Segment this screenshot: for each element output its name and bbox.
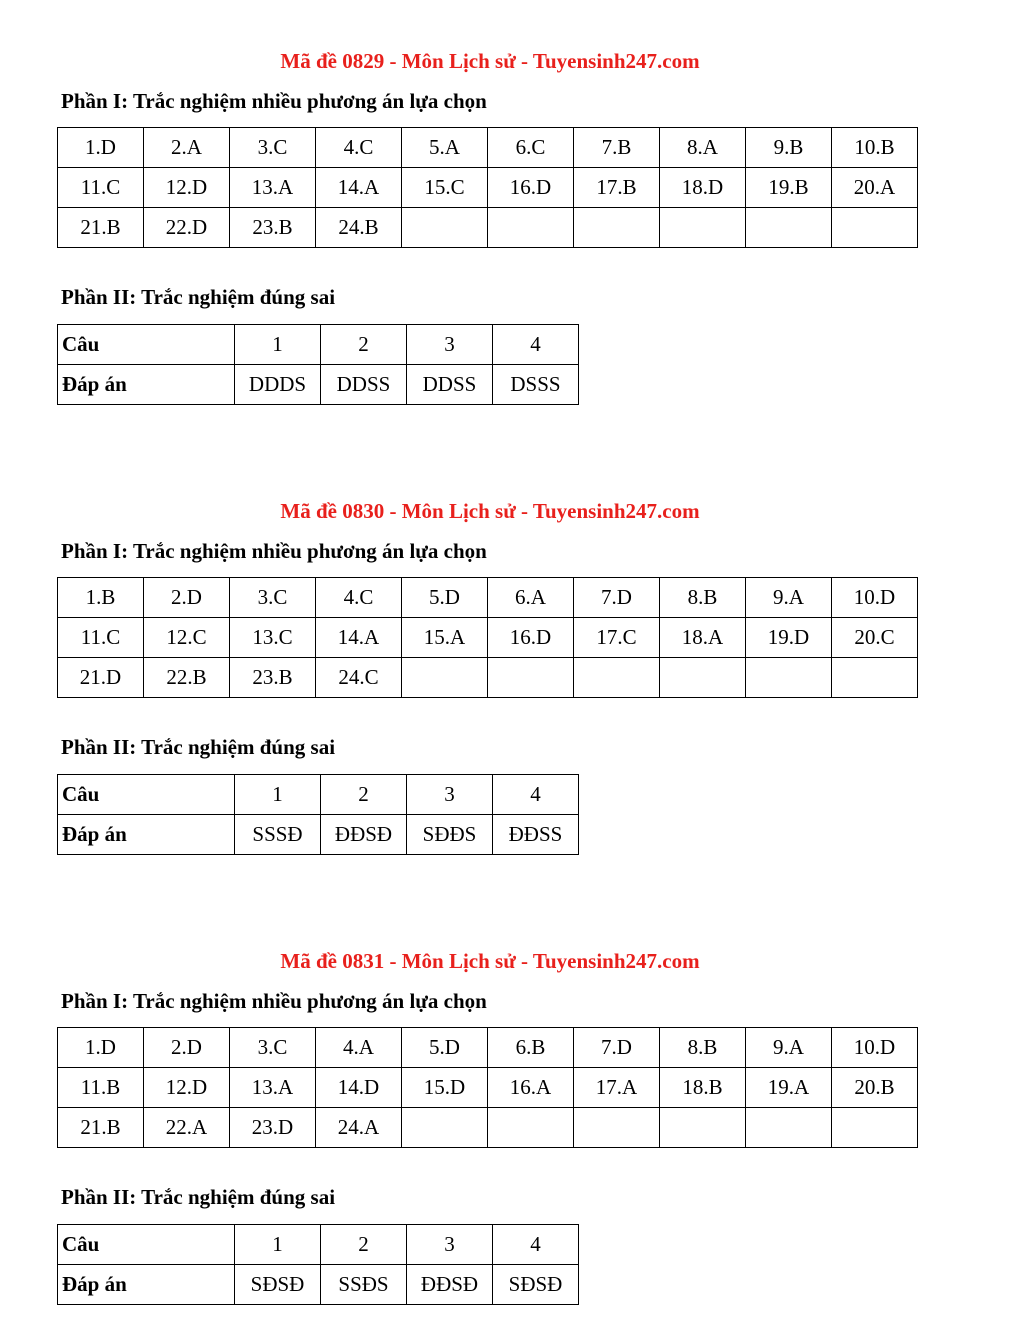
table-row (58, 325, 579, 365)
answer-cell: 1.B (58, 578, 144, 618)
table-row (58, 208, 918, 248)
answer-cell: 23.B (230, 208, 316, 248)
exam-title: Mã đề 0830 - Môn Lịch sử - Tuyensinh247.com (280, 499, 700, 523)
answer-cell: ĐĐSĐ (407, 1265, 493, 1305)
question-label: Câu (58, 325, 235, 365)
answer-cell: 24.B (316, 208, 402, 248)
answer-cell (746, 1108, 832, 1148)
answer-cell: 11.C (58, 618, 144, 658)
answer-cell (574, 208, 660, 248)
answer-cell: 22.B (144, 658, 230, 698)
answer-cell (402, 658, 488, 698)
answer-cell: 2.D (144, 578, 230, 618)
answer-cell: 17.A (574, 1068, 660, 1108)
question-number: 4 (493, 325, 579, 365)
answer-cell (488, 208, 574, 248)
answer-cell: 8.A (660, 128, 746, 168)
table-row (58, 128, 918, 168)
answer-cell: 19.B (746, 168, 832, 208)
answer-cell: 21.B (58, 1108, 144, 1148)
answer-cell: 8.B (660, 1028, 746, 1068)
answer-cell (660, 1108, 746, 1148)
answer-cell (488, 1108, 574, 1148)
answer-cell: 3.C (230, 1028, 316, 1068)
answer-cell: 18.A (660, 618, 746, 658)
answer-cell: 8.B (660, 578, 746, 618)
answer-cell: 12.C (144, 618, 230, 658)
answer-cell: 4.C (316, 578, 402, 618)
answer-cell: 4.A (316, 1028, 402, 1068)
answer-cell: 10.D (832, 1028, 918, 1068)
answer-cell (660, 208, 746, 248)
answer-cell: 13.A (230, 1068, 316, 1108)
answer-cell: 23.B (230, 658, 316, 698)
answer-cell: 21.D (58, 658, 144, 698)
answer-cell: 16.D (488, 618, 574, 658)
answer-cell: 20.C (832, 618, 918, 658)
table-row (58, 815, 579, 855)
part1-heading: Phần I: Trắc nghiệm nhiều phương án lựa chọn (61, 989, 487, 1013)
answer-cell: 3.C (230, 578, 316, 618)
answer-cell: SSSĐ (235, 815, 321, 855)
answer-cell: 4.C (316, 128, 402, 168)
answer-cell (574, 658, 660, 698)
answer-cell: 9.B (746, 128, 832, 168)
answer-cell: 15.C (402, 168, 488, 208)
answer-cell: DDDS (235, 365, 321, 405)
answer-cell: 24.C (316, 658, 402, 698)
question-number: 4 (493, 775, 579, 815)
answer-cell: 13.A (230, 168, 316, 208)
true-false-table (57, 1224, 579, 1305)
answer-cell: 7.D (574, 1028, 660, 1068)
answer-cell: DDSS (407, 365, 493, 405)
table-row (58, 1265, 579, 1305)
answer-cell: DSSS (493, 365, 579, 405)
table-row (58, 168, 918, 208)
answer-cell: 22.D (144, 208, 230, 248)
answer-cell (832, 1108, 918, 1148)
answer-cell: 13.C (230, 618, 316, 658)
question-number: 3 (407, 1225, 493, 1265)
question-number: 1 (235, 775, 321, 815)
multiple-choice-table (57, 1027, 918, 1148)
multiple-choice-table (57, 577, 918, 698)
answer-cell: 9.A (746, 1028, 832, 1068)
question-number: 2 (321, 325, 407, 365)
table-row (58, 1108, 918, 1148)
part2-heading: Phần II: Trắc nghiệm đúng sai (61, 1185, 336, 1209)
answer-cell: 14.A (316, 168, 402, 208)
answer-cell: DDSS (321, 365, 407, 405)
table-row (58, 1068, 918, 1108)
question-label: Câu (58, 1225, 235, 1265)
answer-cell: 16.D (488, 168, 574, 208)
exam-title: Mã đề 0829 - Môn Lịch sử - Tuyensinh247.com (280, 49, 700, 73)
answer-cell: 3.C (230, 128, 316, 168)
answer-cell: 18.D (660, 168, 746, 208)
answer-cell: 10.D (832, 578, 918, 618)
question-label: Câu (58, 775, 235, 815)
part1-heading: Phần I: Trắc nghiệm nhiều phương án lựa chọn (61, 89, 487, 113)
answer-cell: 5.A (402, 128, 488, 168)
answer-cell: 11.B (58, 1068, 144, 1108)
answer-cell: 14.A (316, 618, 402, 658)
answer-cell (832, 658, 918, 698)
question-number: 3 (407, 325, 493, 365)
answer-cell: SĐĐS (407, 815, 493, 855)
answer-cell: 1.D (58, 128, 144, 168)
table-row (58, 578, 918, 618)
answer-cell (574, 1108, 660, 1148)
part2-heading: Phần II: Trắc nghiệm đúng sai (61, 285, 336, 309)
table-row (58, 658, 918, 698)
answer-cell: 5.D (402, 1028, 488, 1068)
answer-cell: 24.A (316, 1108, 402, 1148)
table-row (58, 618, 918, 658)
answer-cell: 14.D (316, 1068, 402, 1108)
question-number: 1 (235, 325, 321, 365)
part2-heading: Phần II: Trắc nghiệm đúng sai (61, 735, 336, 759)
answer-cell: 6.B (488, 1028, 574, 1068)
true-false-table (57, 774, 579, 855)
answer-cell (746, 658, 832, 698)
answer-cell (402, 208, 488, 248)
answer-cell: 6.A (488, 578, 574, 618)
answer-cell: 21.B (58, 208, 144, 248)
table-row (58, 1028, 918, 1068)
answer-cell: 10.B (832, 128, 918, 168)
answer-cell: ĐĐSĐ (321, 815, 407, 855)
answer-cell: 15.D (402, 1068, 488, 1108)
table-row (58, 365, 579, 405)
question-number: 2 (321, 1225, 407, 1265)
question-number: 2 (321, 775, 407, 815)
answer-cell: 2.A (144, 128, 230, 168)
answer-cell: 18.B (660, 1068, 746, 1108)
answer-cell: 16.A (488, 1068, 574, 1108)
answer-cell: 19.D (746, 618, 832, 658)
true-false-table (57, 324, 579, 405)
answer-cell: 15.A (402, 618, 488, 658)
answer-cell (832, 208, 918, 248)
answer-cell: 23.D (230, 1108, 316, 1148)
answer-label: Đáp án (58, 1265, 235, 1305)
answer-cell (660, 658, 746, 698)
answer-cell: 9.A (746, 578, 832, 618)
answer-cell: 1.D (58, 1028, 144, 1068)
answer-label: Đáp án (58, 365, 235, 405)
question-number: 4 (493, 1225, 579, 1265)
answer-cell: SĐSĐ (493, 1265, 579, 1305)
answer-cell: SĐSĐ (235, 1265, 321, 1305)
answer-cell: 2.D (144, 1028, 230, 1068)
table-row (58, 1225, 579, 1265)
answer-cell: 20.B (832, 1068, 918, 1108)
question-number: 1 (235, 1225, 321, 1265)
answer-cell (402, 1108, 488, 1148)
answer-cell: 17.B (574, 168, 660, 208)
answer-cell: 17.C (574, 618, 660, 658)
answer-cell: 7.B (574, 128, 660, 168)
answer-cell (746, 208, 832, 248)
answer-cell: 22.A (144, 1108, 230, 1148)
table-row (58, 775, 579, 815)
answer-cell: 20.A (832, 168, 918, 208)
answer-cell (488, 658, 574, 698)
answer-label: Đáp án (58, 815, 235, 855)
answer-cell: SSĐS (321, 1265, 407, 1305)
exam-title: Mã đề 0831 - Môn Lịch sử - Tuyensinh247.com (280, 949, 700, 973)
answer-cell: 19.A (746, 1068, 832, 1108)
answer-cell: 6.C (488, 128, 574, 168)
part1-heading: Phần I: Trắc nghiệm nhiều phương án lựa chọn (61, 539, 487, 563)
question-number: 3 (407, 775, 493, 815)
multiple-choice-table (57, 127, 918, 248)
answer-cell: 7.D (574, 578, 660, 618)
answer-cell: ĐĐSS (493, 815, 579, 855)
answer-cell: 12.D (144, 1068, 230, 1108)
answer-cell: 5.D (402, 578, 488, 618)
answer-cell: 11.C (58, 168, 144, 208)
answer-cell: 12.D (144, 168, 230, 208)
